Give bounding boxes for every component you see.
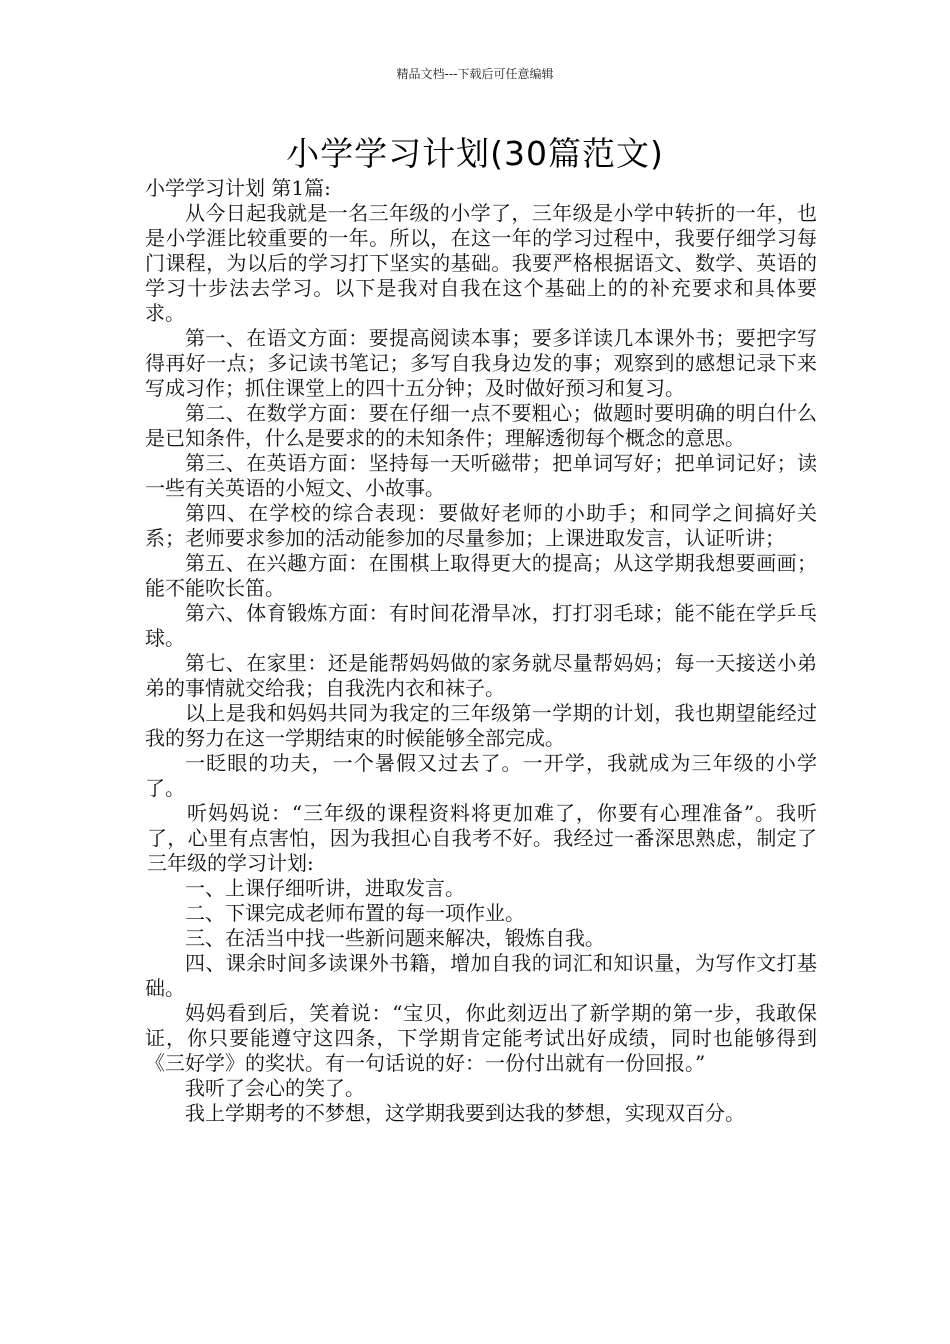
document-title: 小学学习计划(30篇范文) xyxy=(286,134,664,173)
section-heading: 小学学习计划 第1篇: xyxy=(145,176,331,200)
paragraph: 第二、在数学方面：要在仔细一点不要粗心；做题时要明确的明白什么是已知条件，什么是要求的的未知条件；理解透彻每个概念的意思。 xyxy=(145,401,817,450)
paragraph: 以上是我和妈妈共同为我定的三年级第一学期的计划，我也期望能经过我的努力在这一学期结束的时候能够全部完成。 xyxy=(145,701,817,750)
document-body xyxy=(145,176,817,1126)
paragraph: 第六、体育锻炼方面：有时间花滑旱冰，打打羽毛球；能不能在学乒乓球。 xyxy=(145,601,817,650)
paragraph: 一眨眼的功夫，一个暑假又过去了。一开学，我就成为三年级的小学了。 xyxy=(145,751,817,800)
list-item: 一、上课仔细听讲，进取发言。 xyxy=(185,876,465,900)
paragraph: 听妈妈说：“三年级的课程资料将更加难了，你要有心理准备”。我听了，心里有点害怕，因为我担心自我考不好。我经过一番深思熟虑，制定了三年级的学习计划: xyxy=(147,801,817,875)
page-header: 精品文档---下载后可任意编辑 xyxy=(396,67,554,81)
paragraph: 第一、在语文方面：要提高阅读本事；要多详读几本课外书；要把字写得再好一点；多记读书笔记；多写自我身边发的事；观察到的感想记录下来写成习作；抓住课堂上的四十五分钟；及时做好预习和复习。 xyxy=(145,326,817,400)
list-item: 二、下课完成老师布置的每一项作业。 xyxy=(185,901,525,925)
paragraph: 我上学期考的不梦想，这学期我要到达我的梦想，实现双百分。 xyxy=(185,1101,745,1125)
list-item: 四、课余时间多读课外书籍，增加自我的词汇和知识量，为写作文打基础。 xyxy=(145,951,817,1000)
paragraph: 第三、在英语方面：坚持每一天听磁带；把单词写好；把单词记好；读一些有关英语的小短文、小故事。 xyxy=(145,451,817,500)
paragraph: 从今日起我就是一名三年级的小学了，三年级是小学中转折的一年，也是小学涯比较重要的一年。所以，在这一年的学习过程中，我要仔细学习每门课程，为以后的学习打下坚实的基础。我要严格根据语文、数学、英语的学习十步法去学习。以下是我对自我在这个基础上的的补充要求和具体要求。 xyxy=(145,201,817,325)
paragraph: 第五、在兴趣方面：在围棋上取得更大的提高；从这学期我想要画画；能不能吹长笛。 xyxy=(145,551,817,600)
paragraph: 我听了会心的笑了。 xyxy=(185,1076,365,1100)
paragraph: 第七、在家里：还是能帮妈妈做的家务就尽量帮妈妈；每一天接送小弟弟的事情就交给我；自我洗内衣和袜子。 xyxy=(145,651,817,700)
paragraph: 妈妈看到后，笑着说：“宝贝，你此刻迈出了新学期的第一步，我敢保证，你只要能遵守这四条，下学期肯定能考试出好成绩，同时也能够得到《三好学》的奖状。有一句话说的好：一份付出就有一份回报。” xyxy=(145,1001,817,1075)
paragraph: 第四、在学校的综合表现：要做好老师的小助手；和同学之间搞好关系；老师要求参加的活动能参加的尽量参加；上课进取发言，认证听讲； xyxy=(145,501,817,550)
list-item: 三、在活当中找一些新问题来解决，锻炼自我。 xyxy=(185,926,605,950)
